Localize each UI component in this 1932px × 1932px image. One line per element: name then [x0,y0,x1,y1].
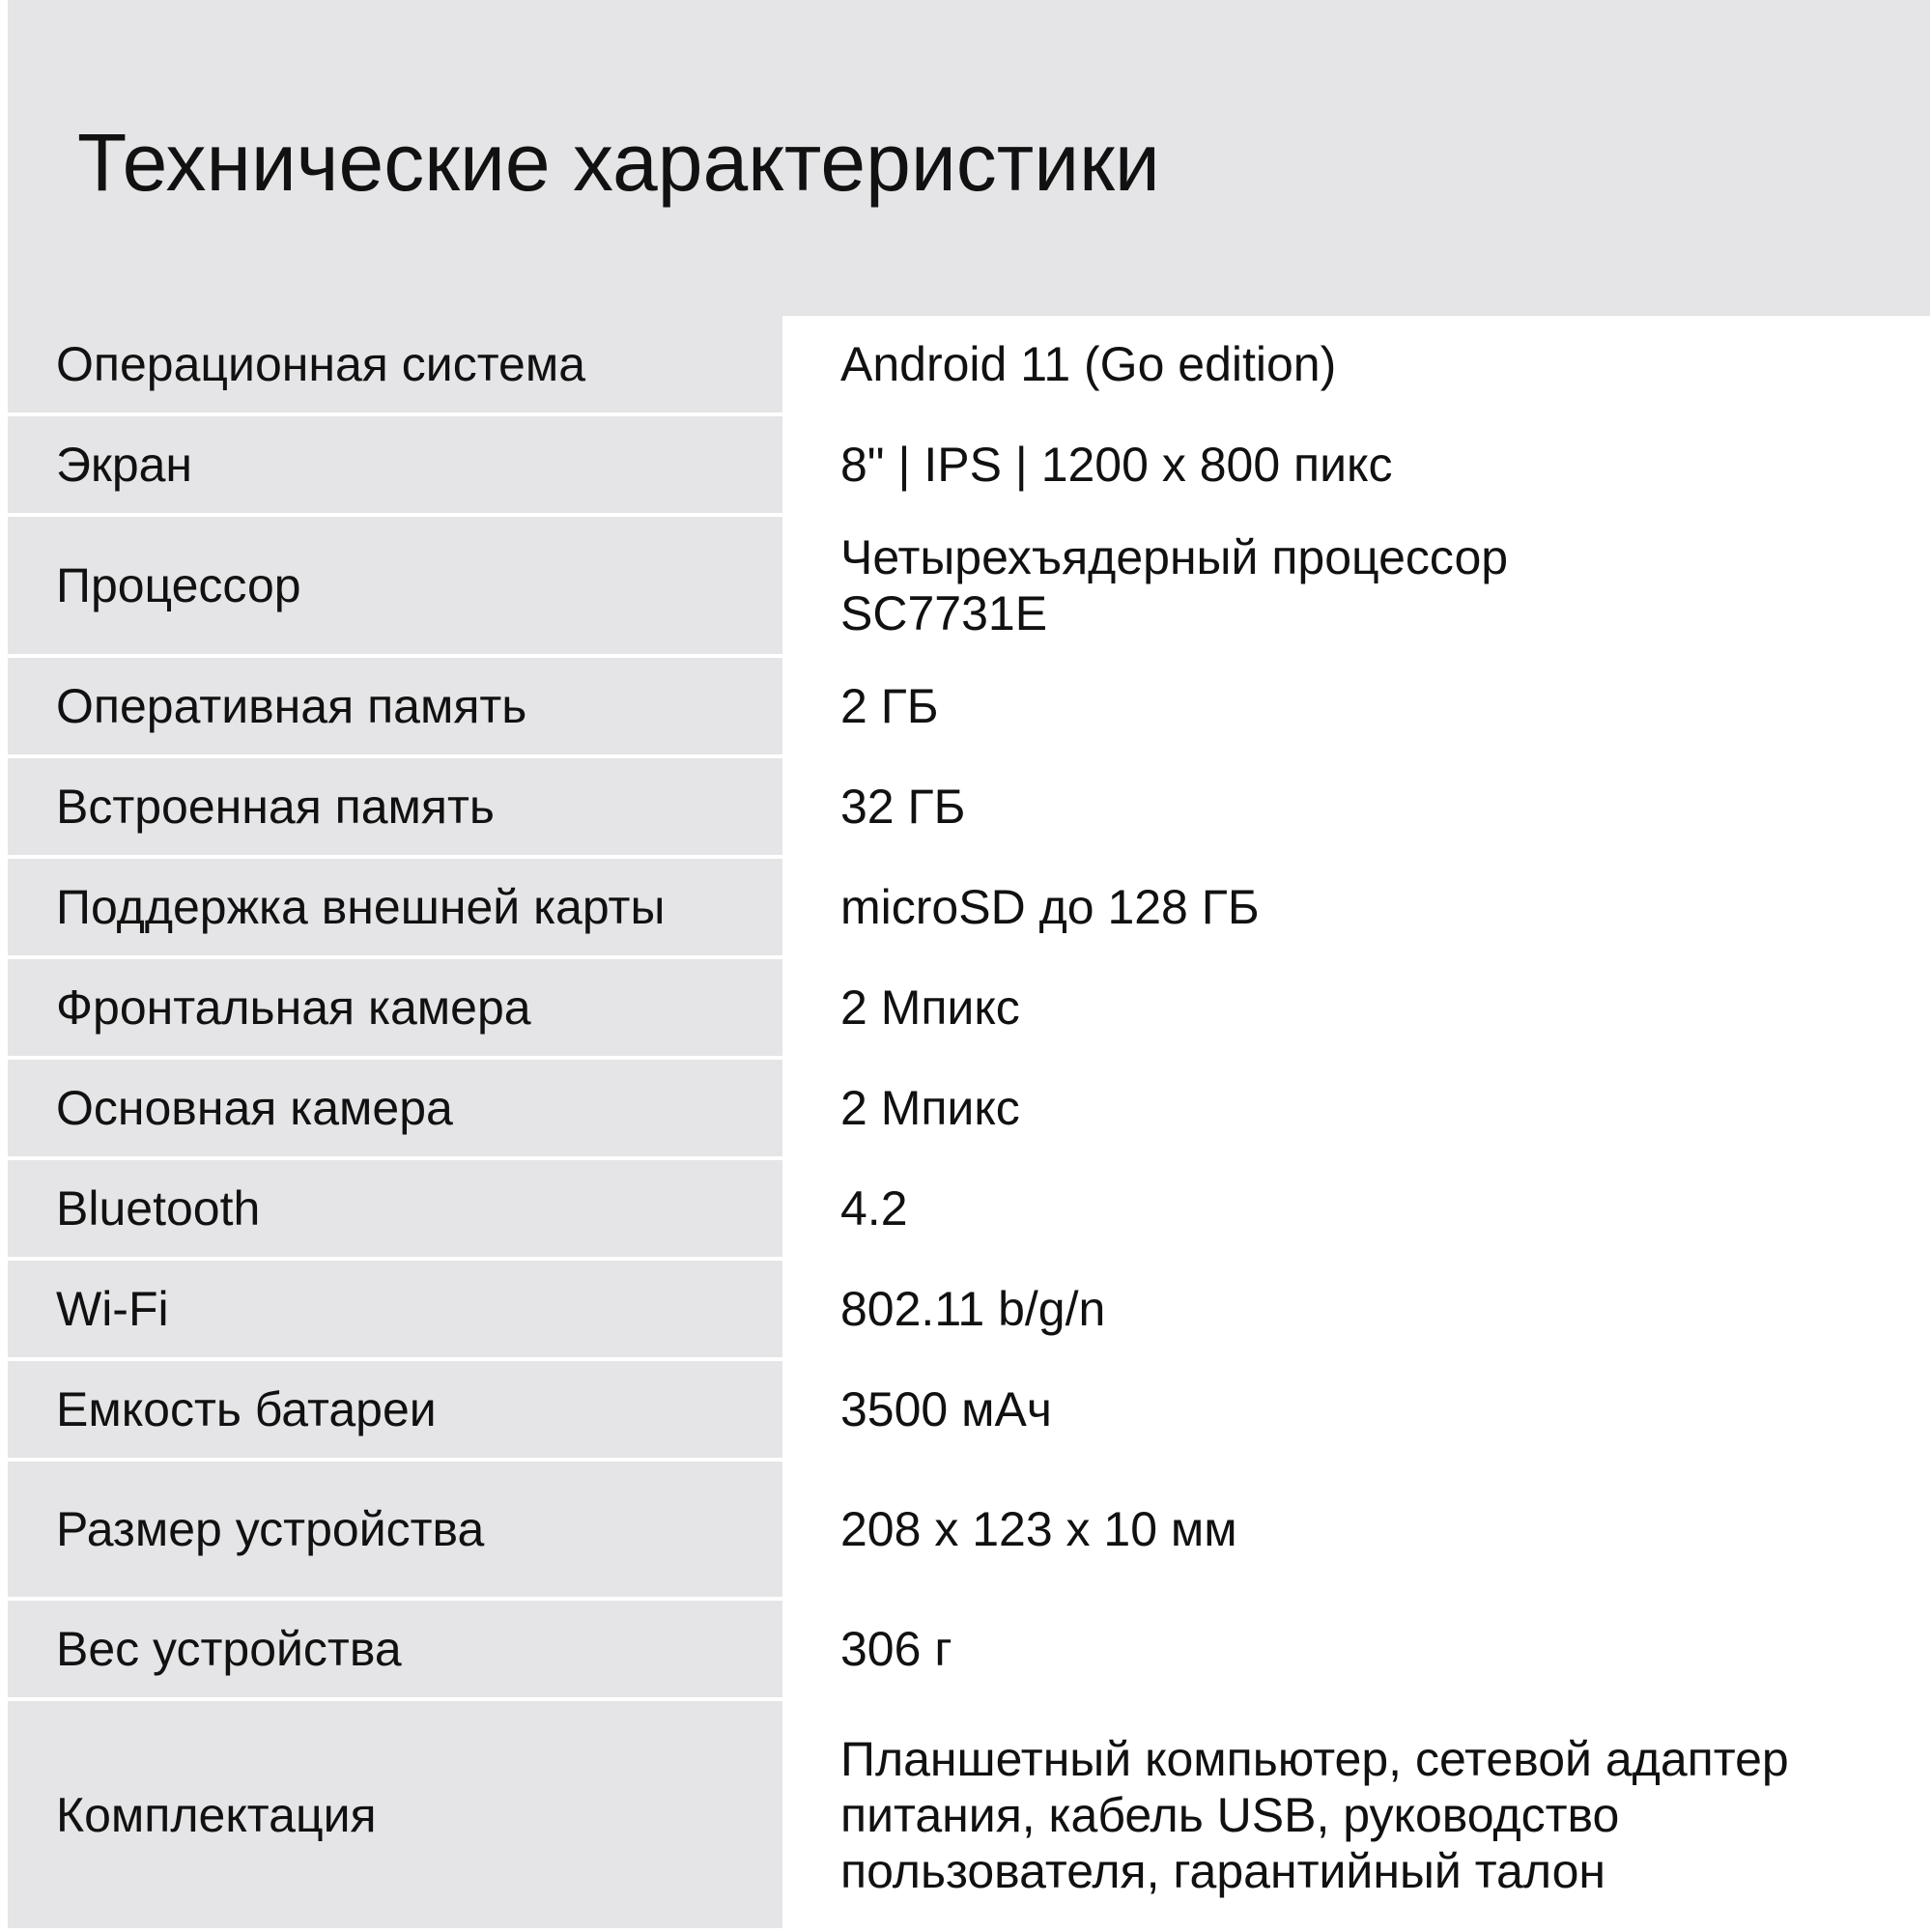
spec-label: Размер устройства [8,1462,782,1597]
header-panel [8,0,1930,316]
spec-value: 4.2 [840,1181,908,1236]
spec-label: Основная камера [8,1060,782,1156]
spec-label: Емкость батареи [8,1361,782,1458]
spec-label: Оперативная память [8,658,782,754]
spec-label: Вес устройства [8,1601,782,1697]
spec-value: Android 11 (Go edition) [840,337,1337,391]
spec-value: Четырехъядерный процессор SC7731E [840,530,1509,640]
spec-label: Операционная система [8,316,782,412]
page-title: Технические характеристики [77,117,1160,208]
spec-value: Планшетный компьютер, сетевой адаптер питания, кабель USB, руководство пользователя, гарантийный талон [840,1731,1789,1898]
spec-value: 3500 мАч [840,1382,1052,1436]
spec-label: Встроенная память [8,758,782,855]
spec-label: Экран [8,416,782,513]
spec-value: 802.11 b/g/n [840,1282,1106,1336]
spec-value: 208 х 123 х 10 мм [840,1502,1237,1556]
spec-value: microSD до 128 ГБ [840,880,1260,934]
spec-label: Bluetooth [8,1160,782,1257]
spec-label: Фронтальная камера [8,959,782,1056]
spec-value: 2 ГБ [840,679,939,733]
spec-label: Комплектация [8,1701,782,1928]
spec-value: 2 Мпикс [840,980,1020,1035]
spec-label: Wi-Fi [8,1261,782,1357]
spec-value: 32 ГБ [840,780,966,834]
spec-value: 306 г [840,1622,952,1676]
spec-value: 8" | IPS | 1200 х 800 пикс [840,438,1393,492]
spec-label: Процессор [8,517,782,654]
spec-label: Поддержка внешней карты [8,859,782,955]
spec-value: 2 Мпикс [840,1081,1020,1135]
